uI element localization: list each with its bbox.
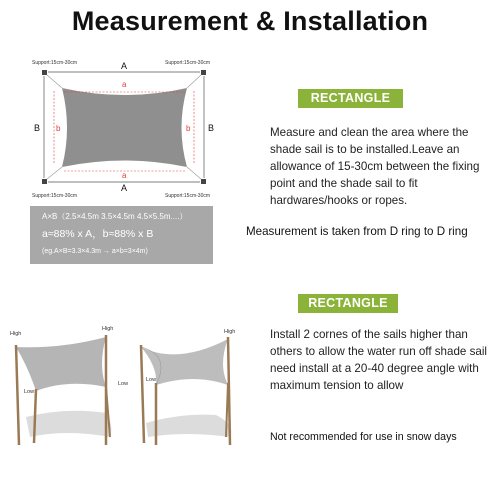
measurement-note: Measurement is taken from D ring to D ring [246,225,468,238]
ground-shadow [146,415,231,437]
formula-box [30,206,213,264]
support-label: Support:15cm-30cm [165,60,211,66]
label-b: b [56,124,61,133]
corner-marker [42,179,47,184]
label-A: A [121,61,128,71]
label-A: A [121,183,128,193]
low-label: Low [118,381,129,387]
snow-warning: Not recommended for use in snow days [270,431,457,443]
support-label: Support:15cm-30cm [32,193,78,199]
support-label: Support:15cm-30cm [165,193,211,199]
label-b: b [186,124,191,133]
pole [16,345,19,445]
low-label: Low [146,377,157,383]
install-instructions: Install 2 cornes of the sails higher than others to allow the water run off shade sail need install at a 20-40 degree angle with maximum tension to allow [270,328,487,392]
installation-illustration [6,325,256,450]
shade-sail-left [16,337,106,391]
corner-marker [42,70,47,75]
high-label: High [224,329,236,335]
rectangle-badge: RECTANGLE [298,294,398,313]
support-label: Support:15cm-30cm [32,60,78,66]
formula-line-sizes: A×B（2.5×4.5m 3.5×4.5m 4.5×5.5m....） [42,212,188,221]
high-label: High [102,326,114,332]
page-title: Measurement & Installation [71,6,429,36]
formula-line-ratio: a≈88% x A，b≈88% x B [42,228,154,240]
rectangle-badge: RECTANGLE [298,89,403,108]
corner-marker [201,179,206,184]
label-B: B [34,123,41,133]
measure-instructions: Measure and clean the area where the shade sail is to be installed.Leave an allowance of 15-30cm between the fixing point and the shade sail to fit hardwares/hooks or ropes. [270,126,480,207]
pole [141,345,144,443]
formula-line-example: (eg.A×B=3.3×4.3m → a×b=3×4m) [42,248,148,255]
shade-sail-shape [62,88,187,167]
label-a: a [122,171,127,180]
corner-marker [201,70,206,75]
low-label: Low [24,389,35,395]
ground-shadow [26,411,111,437]
high-label: High [10,331,22,337]
label-B: B [208,123,215,133]
label-a: a [122,80,127,89]
measurement-diagram [30,54,220,204]
